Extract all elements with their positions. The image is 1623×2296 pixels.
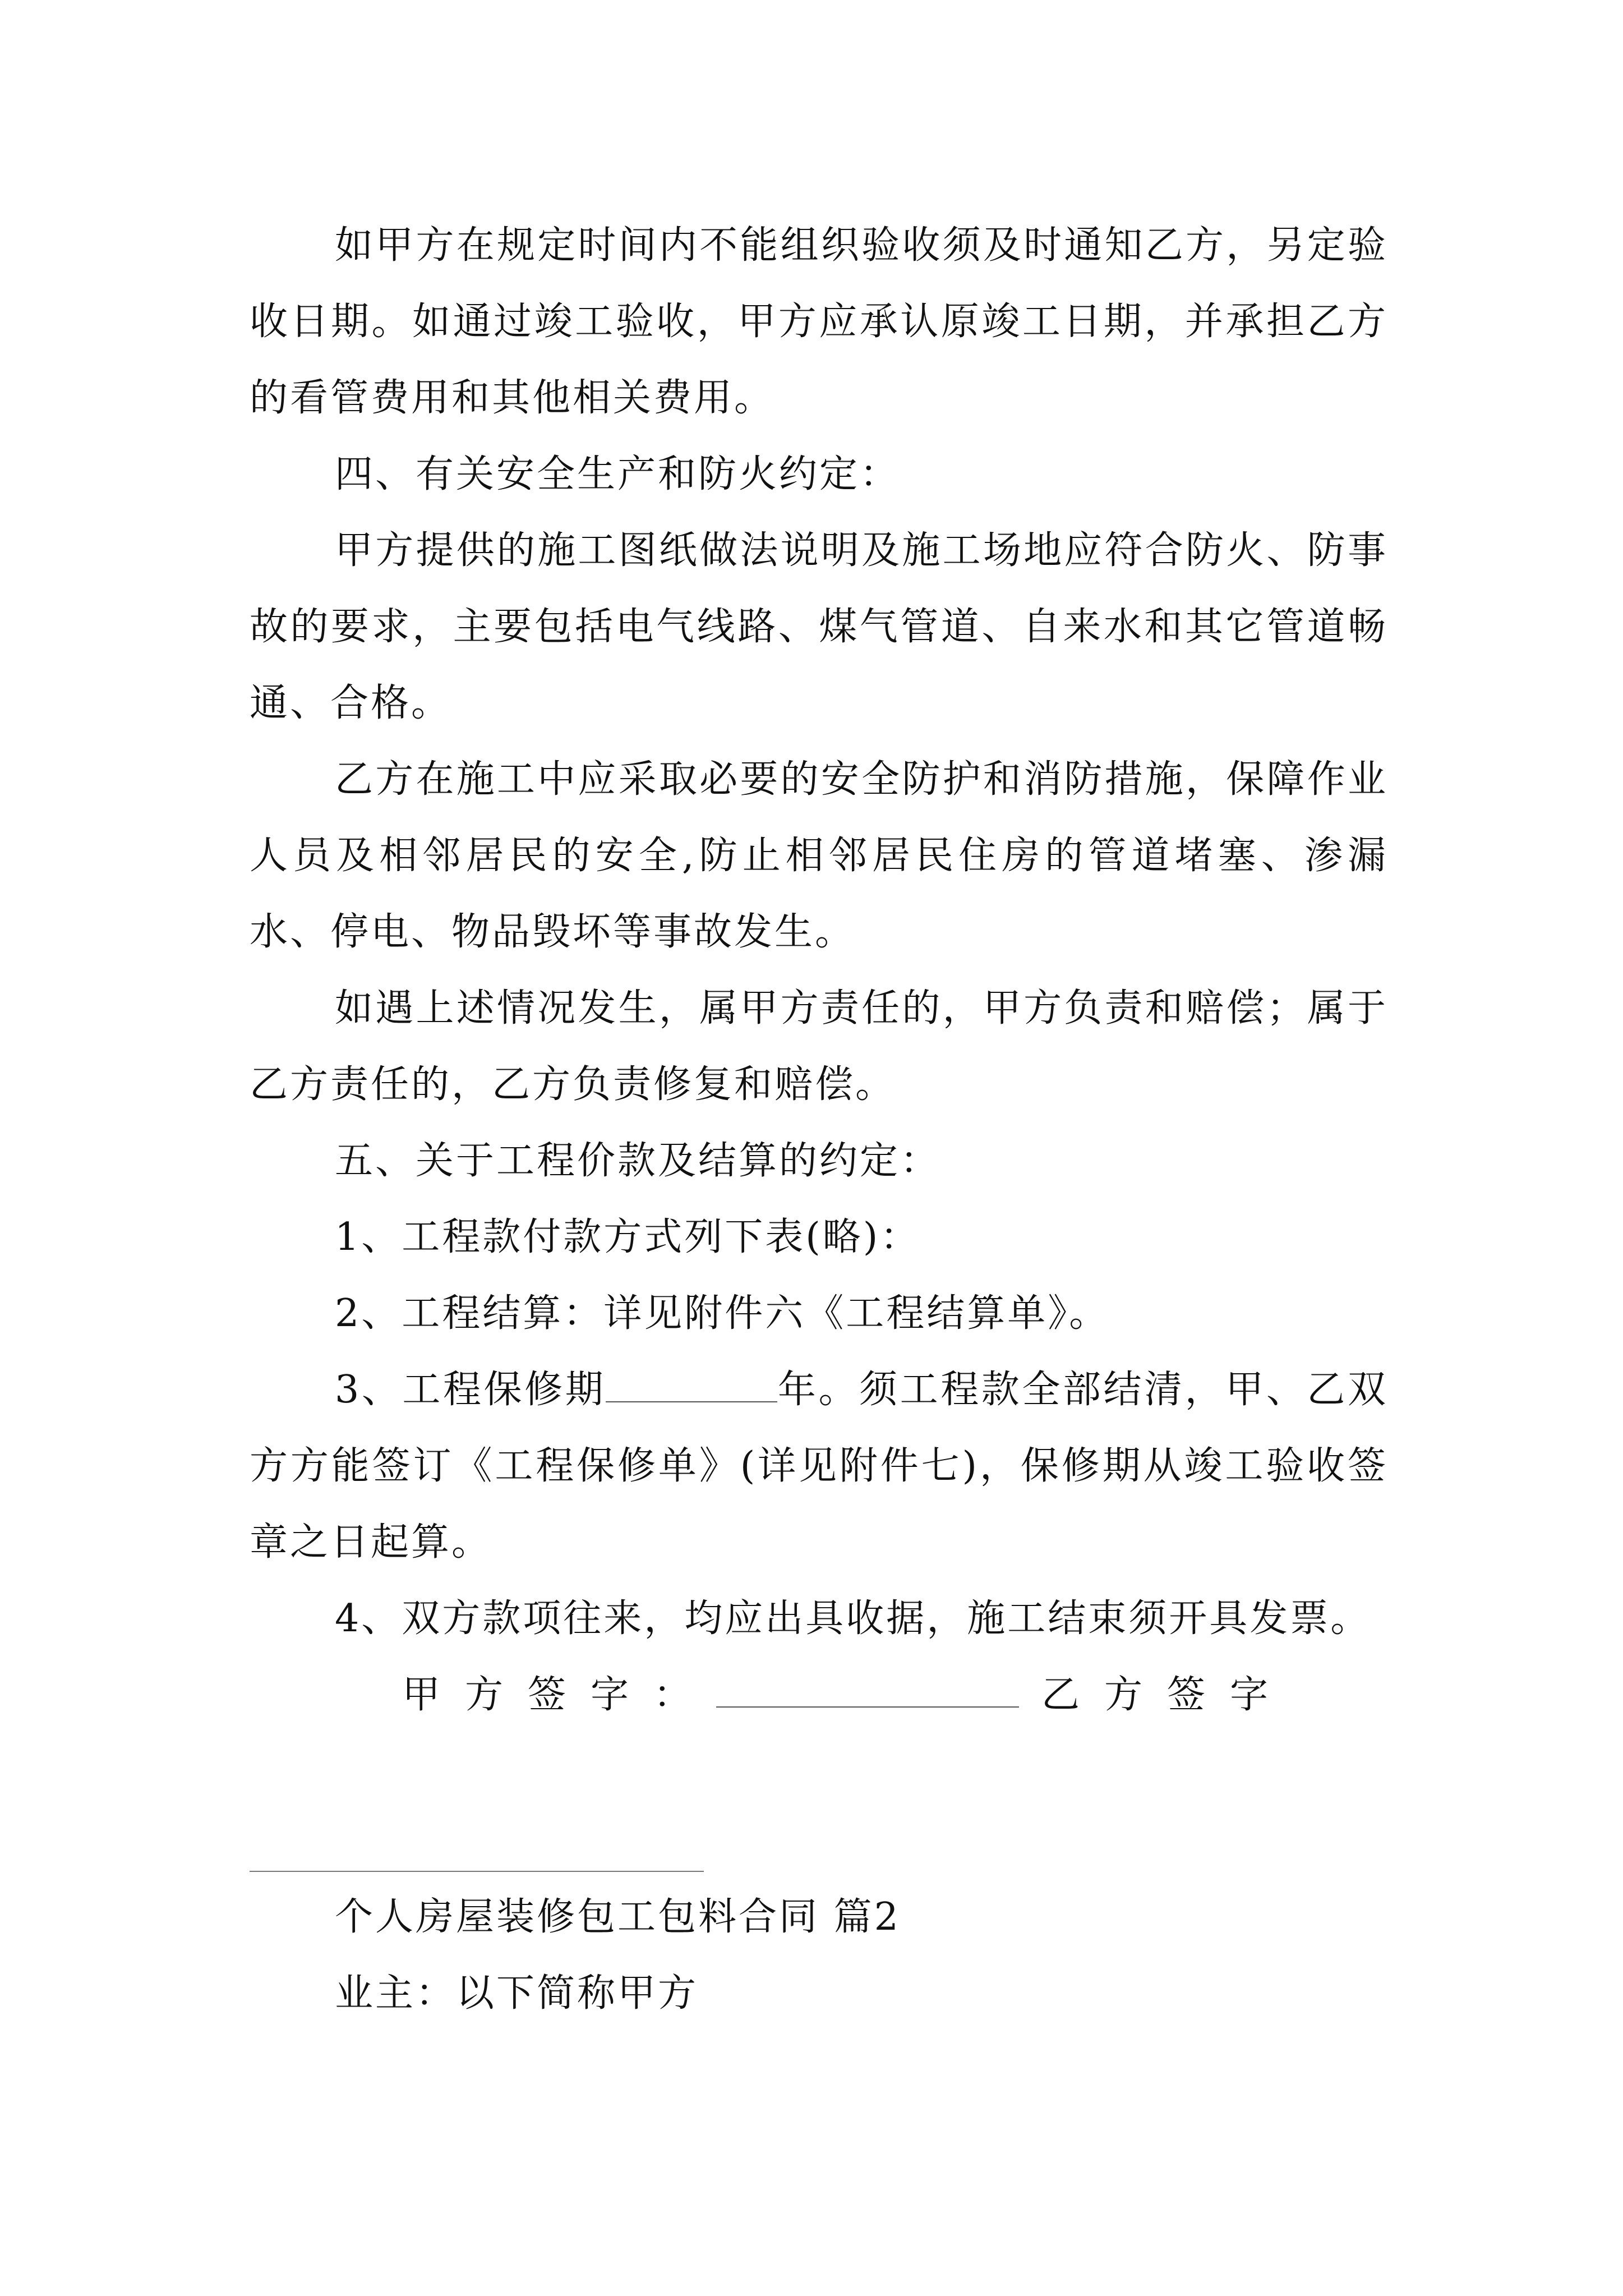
warranty-text-before: 3、工程保修期	[335, 1368, 606, 1412]
item-warranty	[250, 1352, 1388, 1581]
heading-safety-fire: 四、有关安全生产和防火约定：	[335, 452, 901, 496]
warranty-period-blank	[606, 1368, 777, 1402]
party-a-signature-blank	[716, 1673, 1019, 1708]
party-a-signature-label: 甲方签字：	[402, 1673, 717, 1717]
owner-line: 业主：以下简称甲方	[335, 1971, 699, 2016]
item-receipts-invoices: 4、双方款项往来，均应出具收据，施工结束须开具发票。	[335, 1596, 1371, 1641]
heading-payment-settlement: 五、关于工程价款及结算的约定：	[335, 1139, 941, 1183]
section-2-title: 个人房屋装修包工包料合同 篇2	[335, 1895, 901, 1939]
warranty-text-after: 年。须工程款全部结清，甲、乙双方方能签订《工程保修单》(详见附件七)，保修期从竣工验收签章之日起算。	[250, 1368, 1388, 1565]
party-b-signature-label: 乙方签字	[1041, 1673, 1293, 1717]
item-settlement: 2、工程结算：详见附件六《工程结算单》。	[335, 1291, 1110, 1336]
item-payment-method: 1、工程款付款方式列下表(略)：	[335, 1215, 921, 1259]
paragraph-party-b-safety: 乙方在施工中应采取必要的安全防护和消防措施，保障作业人员及相邻居民的安全,防止相邻居民住房的管道堵塞、渗漏水、停电、物品毁坏等事故发生。	[250, 757, 1388, 954]
paragraph-party-a-drawings: 甲方提供的施工图纸做法说明及施工场地应符合防火、防事故的要求，主要包括电气线路、煤气管道、自来水和其它管道畅通、合格。	[250, 528, 1388, 725]
section-2	[250, 1879, 1388, 2032]
signature-line	[250, 1657, 1388, 1733]
signature-continuation-line	[250, 1871, 704, 1872]
paragraph-liability: 如遇上述情况发生，属甲方责任的，甲方负责和赔偿；属于乙方责任的，乙方负责修复和赔偿。	[250, 986, 1388, 1107]
paragraph-acceptance-delay: 如甲方在规定时间内不能组织验收须及时通知乙方，另定验收日期。如通过竣工验收，甲方应承认原竣工日期，并承担乙方的看管费用和其他相关费用。	[250, 223, 1388, 420]
contract-body	[250, 208, 1388, 1733]
